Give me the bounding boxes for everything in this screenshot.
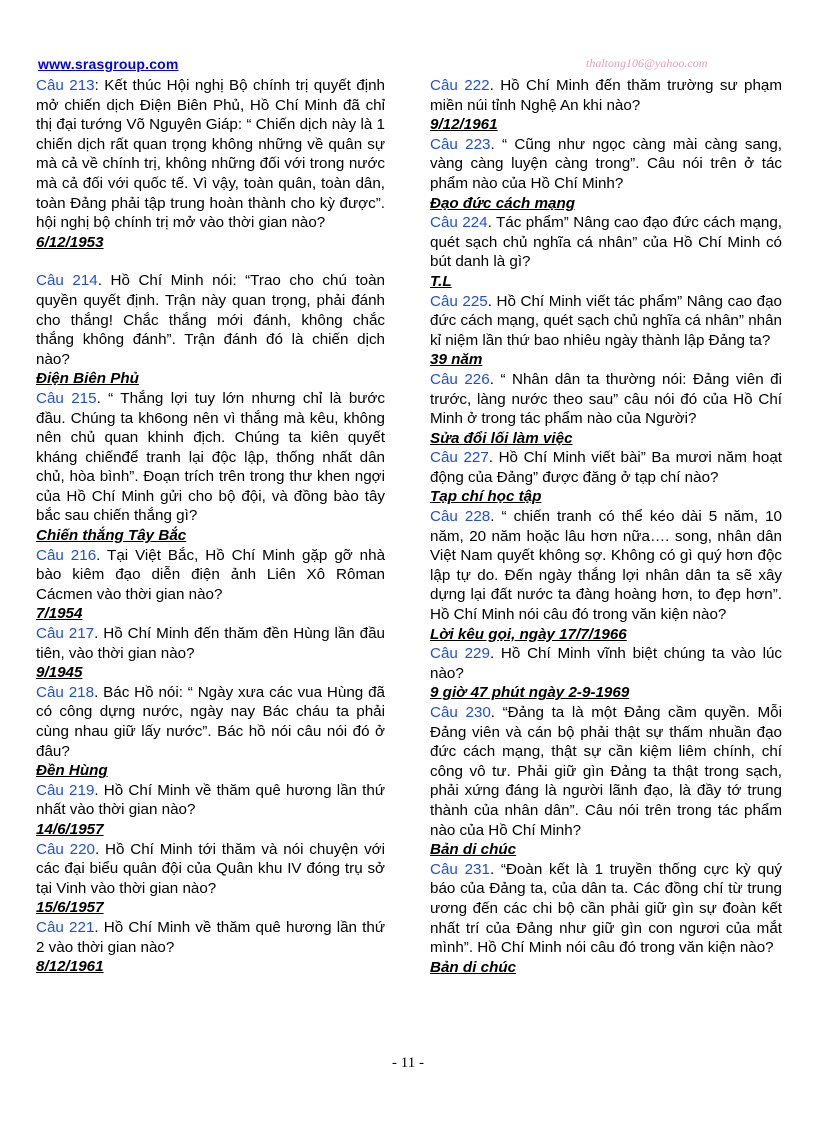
answer: 8/12/1961 (36, 958, 104, 976)
answer: Chiến thắng Tây Bắc (36, 527, 187, 545)
question (36, 546, 385, 605)
answer: Bản di chúc (430, 841, 517, 859)
question (36, 781, 385, 820)
question (430, 292, 782, 351)
question-text: . Hồ Chí Minh về thăm quê hương lần thứ nhất vào thời gian nào? (36, 781, 385, 819)
question-text: . “ Nhân dân ta thường nói: Đảng viên đi trước, làng nước theo sau” câu nói đó của Hồ Chí Minh ở trong tác phẩm nào của Người? (430, 370, 783, 428)
question (430, 213, 782, 272)
question-number: Câu 221 (36, 918, 95, 936)
question-number: Câu 225 (430, 292, 488, 310)
answer: 14/6/1957 (36, 820, 104, 838)
answer: Sửa đổi lối làm việc (430, 429, 573, 447)
question-text: . “ Thắng lợi tuy lớn nhưng chỉ là bước đầu. Chúng ta kh6ong nên vì thắng mà kêu, không nên chủ quan khinh địch. Chúng ta kiên quyết kháng chiếnđể tranh lại độc lập, thống nhất dân chủ, hòa bình”. Đoạn trích trên trong thư khen ngợi của Hồ Chí Minh gửi cho bộ đội, và đồng bào tây bắc sau chiến thắng gì? (36, 389, 385, 525)
question-text: . “Đảng ta là một Đảng cầm quyền. Mỗi Đảng viên và cán bộ phải thật sự thấm nhuần đạo đức cách mạng, thật sự cần kiệm liêm chính, chí công vô tư. Phải giữ gìn Đảng ta thật trong sạch, phải xứng đáng là người lãnh đạo, là đầy tớ trung thành của nhân dân”. Câu nói trên trong tác phẩm nào của Hồ Chí Minh? (430, 704, 782, 839)
question-text: . “ chiến tranh có thể kéo dài 5 năm, 10 năm, 20 năm hoặc lâu hơn nữa…. song, nhân dân Việt Nam quyết không sợ. Không có gì quý hơn độc lập tự do. Đến ngày thắng lợi nhân dân ta sẽ xây dựng lại đất nước ta đàng hoàng hơn, to đẹp hơn”. Hồ Chí Minh nói câu đó trong văn kiện nào? (430, 508, 782, 624)
answer: 9 giờ 47 phút ngày 2-9-1969 (430, 684, 630, 702)
question-number: Câu 218 (36, 683, 95, 701)
question (430, 370, 782, 429)
question-text: . Hồ Chí Minh đến thăm đền Hùng lần đầu tiên, vào thời gian nào? (36, 625, 385, 662)
answer: 15/6/1957 (36, 899, 104, 917)
question (430, 703, 782, 840)
page-number: - 11 - (392, 1055, 424, 1071)
question-text: . Tại Việt Bắc, Hồ Chí Minh gặp gỡ nhà bào kiêm đạo diễn điện ảnh Liên Xô Rôman Cácmen vào thời gian nào? (36, 546, 386, 603)
answer: 7/1954 (36, 605, 83, 623)
question-text: . Hồ Chí Minh vĩnh biệt chúng ta vào lúc nào? (430, 645, 782, 682)
question-number: Câu 229 (430, 645, 490, 663)
question-number: Câu 216 (36, 546, 97, 564)
answer: 39 năm (430, 351, 483, 369)
question-number: Câu 231 (430, 860, 490, 878)
question-number: Câu 214 (36, 272, 98, 290)
question (430, 644, 782, 683)
answer: Đền Hùng (36, 762, 108, 780)
question-number: Câu 220 (36, 840, 96, 858)
question (36, 76, 385, 233)
answer: Điện Biên Phủ (36, 370, 139, 388)
question (430, 507, 782, 625)
answer: Đạo đức cách mạng (430, 194, 576, 212)
question (36, 271, 385, 369)
left-column (36, 76, 385, 977)
question (36, 389, 385, 526)
question-number: Câu 230 (430, 704, 491, 721)
question (430, 76, 782, 115)
question (36, 624, 385, 663)
question-text: . Bác Hồ nói: “ Ngày xưa các vua Hùng đã có công dựng nước, ngày nay Bác cháu ta phải cùng nhau giữ lấy nước”. Bác hồ nói câu nói đó ở đâu? (36, 683, 385, 760)
answer: Lời kêu gọi, ngày 17/7/1966 (430, 625, 627, 643)
question (430, 860, 782, 958)
question-number: Câu 215 (36, 389, 97, 407)
question-number: Câu 227 (430, 449, 489, 467)
question (430, 135, 782, 194)
question-text: . Hồ Chí Minh tới thăm và nói chuyện với các đại biểu quân đội của Quân khu IV đóng trụ sở tại Vinh vào thời gian nào? (36, 840, 385, 897)
right-column (430, 76, 782, 977)
spacer (36, 252, 385, 271)
answer: 9/12/1961 (430, 116, 498, 134)
site-link[interactable]: www.srasgroup.com (38, 56, 179, 72)
question-number: Câu 223 (430, 135, 491, 153)
email-watermark: thaltong106@yahoo.com (586, 56, 708, 70)
question (36, 918, 385, 957)
question-text: . Hồ Chí Minh viết tác phẩm” Nâng cao đạo đức cách mạng, quét sạch chủ nghĩa cá nhân” nhân kỉ niệm lần thứ bao nhiêu ngày thành lập Đảng ta? (430, 292, 783, 349)
question (430, 448, 782, 487)
question-number: Câu 213 (36, 77, 95, 94)
question-text: . “ Cũng như ngọc càng mài càng sang, vàng càng luyện càng trong”. Câu nói trên ở tác phẩm nào của Hồ Chí Minh? (430, 135, 783, 192)
question-text: : Kết thúc Hội nghị Bộ chính trị quyết định mở chiến dịch Điện Biên Phủ, Hồ Chí Minh đã chỉ thị đại tướng Võ Nguyên Giáp: “ Chiến dịch này là 1 chiến dịch rất quan trọng không những về quân sự mà cả về chính trị, không những đối với trong nước mà cả đối với quốc tế. Vì vậy, toàn quân, toàn dân, toàn Đảng phải tập trung hoàn thành cho kỳ được”. hội nghị bộ chính trị mở vào thời gian nào? (36, 77, 386, 232)
question-number: Câu 224 (430, 214, 488, 232)
answer: 6/12/1953 (36, 233, 104, 251)
question-text: . Hồ Chí Minh viết bài” Ba mươi năm hoạt động của Đảng” được đăng ở tạp chí nào? (430, 449, 782, 486)
question-number: Câu 217 (36, 625, 95, 643)
question-text: . Tác phẩm” Nâng cao đạo đức cách mạng, quét sạch chủ nghĩa cá nhân” của Hồ Chí Minh có bút danh là gì? (430, 214, 783, 271)
question-text: . “Đoàn kết là 1 truyền thống cực kỳ quý báo của Đảng ta, của dân ta. Các đồng chí từ trung ương đến các chi bộ cần phải giữ gìn sự đoàn kết nhất trí của Đảng như giữ gìn con ngươi của mắt mình”. Hồ Chí Minh nói câu đó trong văn kiện nào? (430, 860, 782, 957)
question-number: Câu 226 (430, 370, 490, 388)
question-number: Câu 222 (430, 77, 490, 94)
answer: Bản di chúc (430, 958, 517, 976)
question-text: . Hồ Chí Minh nói: “Trao cho chú toàn quyền quyết định. Trận này quan trọng, phải đánh cho thắng! Chắc thắng mới đánh, không chắc thắng không đánh”. Trận đánh đó là chiến dịch nào? (36, 272, 386, 368)
question-number: Câu 228 (430, 508, 491, 526)
answer: 9/1945 (36, 664, 83, 682)
answer: T.L (430, 272, 452, 290)
question-text: . Hồ Chí Minh về thăm quê hương lần thứ 2 vào thời gian nào? (36, 918, 385, 956)
question (36, 840, 385, 899)
question-text: . Hồ Chí Minh đến thăm trường sư phạm miền núi tỉnh Nghệ An khi nào? (430, 77, 782, 114)
question-number: Câu 219 (36, 781, 95, 799)
answer: Tạp chí học tập (430, 488, 542, 506)
question (36, 683, 385, 761)
